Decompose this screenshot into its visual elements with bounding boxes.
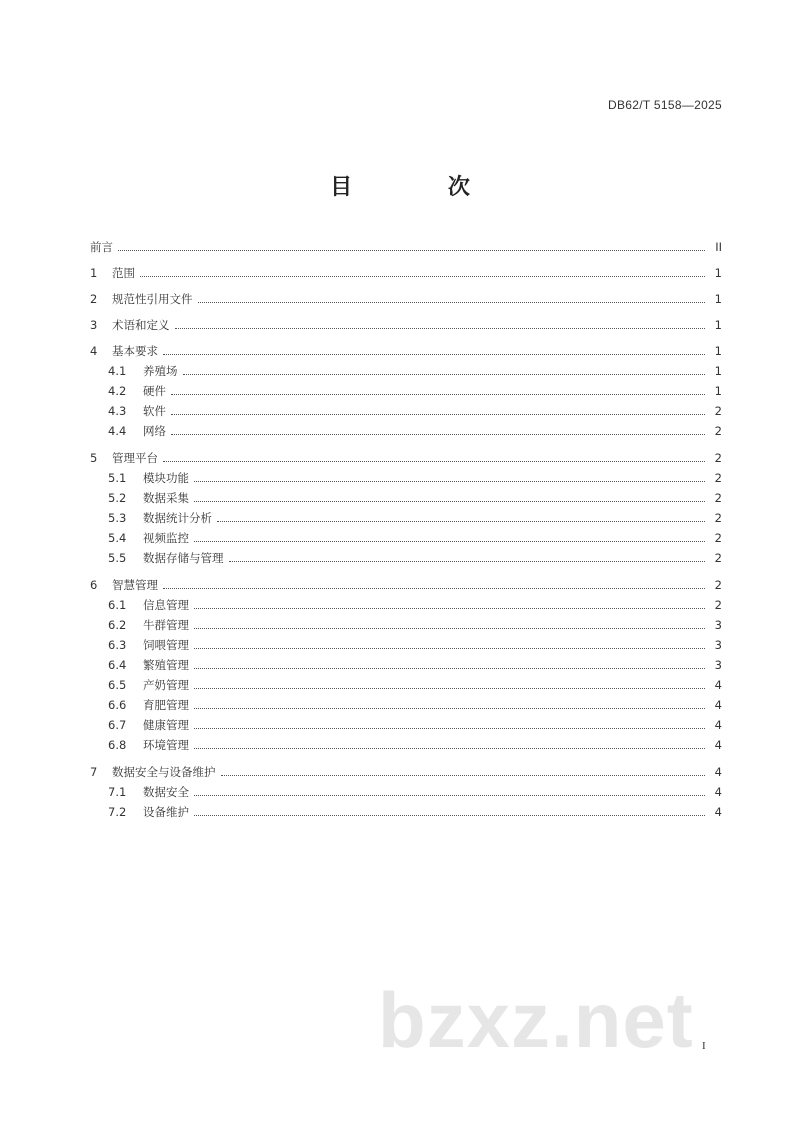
toc-entry-page: 3 — [714, 658, 722, 672]
toc-entry-label: 硬件 — [143, 384, 166, 398]
toc-entry[interactable] — [90, 781, 722, 799]
toc-entry-number: 2 — [90, 292, 98, 306]
toc-entry-number: 6.6 — [108, 698, 127, 712]
toc-leader-dots — [194, 608, 705, 609]
toc-leader-dots — [118, 250, 705, 251]
toc-leader-dots — [194, 628, 705, 629]
toc-entry-number: 6.2 — [108, 618, 127, 632]
toc-entry-page: 2 — [714, 531, 722, 545]
toc-entry-label: 范围 — [112, 266, 135, 280]
toc-entry[interactable] — [90, 634, 722, 652]
toc-leader-dots — [194, 815, 705, 816]
toc-entry[interactable] — [90, 594, 722, 612]
toc-leader-dots — [194, 668, 705, 669]
toc-leader-dots — [198, 302, 706, 303]
toc-entry-number: 3 — [90, 318, 98, 332]
toc-leader-dots — [194, 728, 705, 729]
toc-entry[interactable] — [90, 314, 722, 332]
toc-entry-page: 2 — [714, 451, 722, 465]
toc-leader-dots — [194, 708, 705, 709]
toc-entry-label: 健康管理 — [143, 718, 189, 732]
toc-entry-label: 视频监控 — [143, 531, 189, 545]
toc-entry-number: 7.1 — [108, 785, 127, 799]
toc-entry-page: 2 — [714, 491, 722, 505]
toc-leader-dots — [194, 748, 705, 749]
toc-entry-page: 4 — [714, 765, 722, 779]
toc-entry[interactable] — [90, 380, 722, 398]
page-title: 目 次 — [330, 174, 514, 200]
toc-entry[interactable] — [90, 262, 722, 280]
toc-entry[interactable] — [90, 420, 722, 438]
toc-entry[interactable] — [90, 714, 722, 732]
toc-entry-label: 信息管理 — [143, 598, 189, 612]
toc-entry-number: 5 — [90, 451, 98, 465]
toc-entry-label: 数据安全与设备维护 — [112, 765, 216, 779]
toc-entry-label: 育肥管理 — [143, 698, 189, 712]
toc-entry-page: 2 — [714, 551, 722, 565]
toc-entry[interactable] — [90, 487, 722, 505]
toc-entry[interactable] — [90, 674, 722, 692]
toc-leader-dots — [217, 521, 705, 522]
toc-entry[interactable] — [90, 507, 722, 525]
toc-leader-dots — [171, 394, 705, 395]
toc-entry[interactable] — [90, 360, 722, 378]
toc-entry[interactable] — [90, 547, 722, 565]
toc-entry-label: 养殖场 — [143, 364, 178, 378]
toc-entry-label: 环境管理 — [143, 738, 189, 752]
toc-entry[interactable] — [90, 761, 722, 779]
toc-entry-page: 2 — [714, 424, 722, 438]
toc-leader-dots — [229, 561, 706, 562]
toc-entry-label: 管理平台 — [112, 451, 158, 465]
toc-entry-label: 前言 — [90, 240, 113, 254]
toc-entry-number: 7 — [90, 765, 98, 779]
toc-entry-page: 4 — [714, 805, 722, 819]
toc-entry-page: 4 — [714, 718, 722, 732]
page-number: I — [702, 1040, 706, 1052]
toc-entry-number: 6.7 — [108, 718, 127, 732]
toc-entry-page: 4 — [714, 738, 722, 752]
watermark: bzxz.net — [378, 976, 694, 1064]
toc-entry-page: 3 — [714, 618, 722, 632]
toc-entry-number: 4 — [90, 344, 98, 358]
toc-entry[interactable] — [90, 467, 722, 485]
toc-entry[interactable] — [90, 400, 722, 418]
toc-entry-number: 4.2 — [108, 384, 127, 398]
toc-entry-number: 4.4 — [108, 424, 127, 438]
toc-entry[interactable] — [90, 574, 722, 592]
toc-entry-number: 5.5 — [108, 551, 127, 565]
toc-entry[interactable] — [90, 447, 722, 465]
toc-entry-label: 网络 — [143, 424, 166, 438]
toc-entry-label: 基本要求 — [112, 344, 158, 358]
toc-entry[interactable] — [90, 654, 722, 672]
toc-entry-page: II — [715, 240, 722, 254]
toc-entry-label: 饲喂管理 — [143, 638, 189, 652]
toc-entry-page: 4 — [714, 785, 722, 799]
toc-entry[interactable] — [90, 340, 722, 358]
toc-entry-number: 6.1 — [108, 598, 127, 612]
toc-entry-page: 2 — [714, 578, 722, 592]
toc-entry-number: 6.3 — [108, 638, 127, 652]
toc-leader-dots — [194, 501, 705, 502]
toc-entry[interactable] — [90, 288, 722, 306]
toc-entry-number: 6.4 — [108, 658, 127, 672]
toc-entry-page: 1 — [714, 384, 722, 398]
toc-entry-number: 7.2 — [108, 805, 127, 819]
toc-leader-dots — [194, 541, 705, 542]
toc-entry-number: 6 — [90, 578, 98, 592]
toc-entry-page: 4 — [714, 678, 722, 692]
toc-leader-dots — [194, 648, 705, 649]
toc-entry-number: 6.8 — [108, 738, 127, 752]
toc-entry-label: 产奶管理 — [143, 678, 189, 692]
toc-entry-label: 软件 — [143, 404, 166, 418]
toc-entry-label: 术语和定义 — [112, 318, 170, 332]
standard-code: DB62/T 5158—2025 — [608, 98, 722, 112]
toc-leader-dots — [140, 276, 705, 277]
toc-entry-page: 1 — [714, 344, 722, 358]
toc-entry-number: 4.1 — [108, 364, 127, 378]
toc-leader-dots — [221, 775, 706, 776]
toc-leader-dots — [171, 434, 705, 435]
toc-entry[interactable] — [90, 801, 722, 819]
toc-entry[interactable] — [90, 614, 722, 632]
toc-leader-dots — [163, 354, 705, 355]
toc-entry[interactable] — [90, 527, 722, 545]
toc-entry-number: 6.5 — [108, 678, 127, 692]
toc-entry-label: 牛群管理 — [143, 618, 189, 632]
toc-entry[interactable] — [90, 236, 722, 254]
toc-entry-page: 2 — [714, 404, 722, 418]
toc-entry-label: 智慧管理 — [112, 578, 158, 592]
toc-entry-label: 数据采集 — [143, 491, 189, 505]
toc-entry-label: 数据统计分析 — [143, 511, 212, 525]
toc-entry-number: 5.3 — [108, 511, 127, 525]
toc-entry-page: 1 — [714, 364, 722, 378]
toc-entry-number: 5.1 — [108, 471, 127, 485]
toc-entry-page: 1 — [714, 292, 722, 306]
toc-entry-label: 数据安全 — [143, 785, 189, 799]
toc-entry-label: 模块功能 — [143, 471, 189, 485]
toc-entry-label: 繁殖管理 — [143, 658, 189, 672]
toc-entry-page: 2 — [714, 511, 722, 525]
toc-entry-page: 4 — [714, 698, 722, 712]
toc-entry-page: 1 — [714, 266, 722, 280]
toc-leader-dots — [194, 688, 705, 689]
toc-entry[interactable] — [90, 734, 722, 752]
toc-entry-number: 4.3 — [108, 404, 127, 418]
toc-entry-page: 1 — [714, 318, 722, 332]
toc-entry-number: 1 — [90, 266, 98, 280]
toc-entry-number: 5.2 — [108, 491, 127, 505]
toc-entry-label: 规范性引用文件 — [112, 292, 193, 306]
toc-entry-number: 5.4 — [108, 531, 127, 545]
toc-entry-label: 设备维护 — [143, 805, 189, 819]
toc-leader-dots — [171, 414, 705, 415]
toc-entry-label: 数据存储与管理 — [143, 551, 224, 565]
toc-leader-dots — [183, 374, 706, 375]
toc-leader-dots — [194, 481, 705, 482]
toc-entry-page: 3 — [714, 638, 722, 652]
toc-entry[interactable] — [90, 694, 722, 712]
toc-leader-dots — [175, 328, 706, 329]
toc-entry-page: 2 — [714, 471, 722, 485]
toc-leader-dots — [163, 588, 705, 589]
toc-leader-dots — [194, 795, 705, 796]
toc-leader-dots — [163, 461, 705, 462]
toc-entry-page: 2 — [714, 598, 722, 612]
